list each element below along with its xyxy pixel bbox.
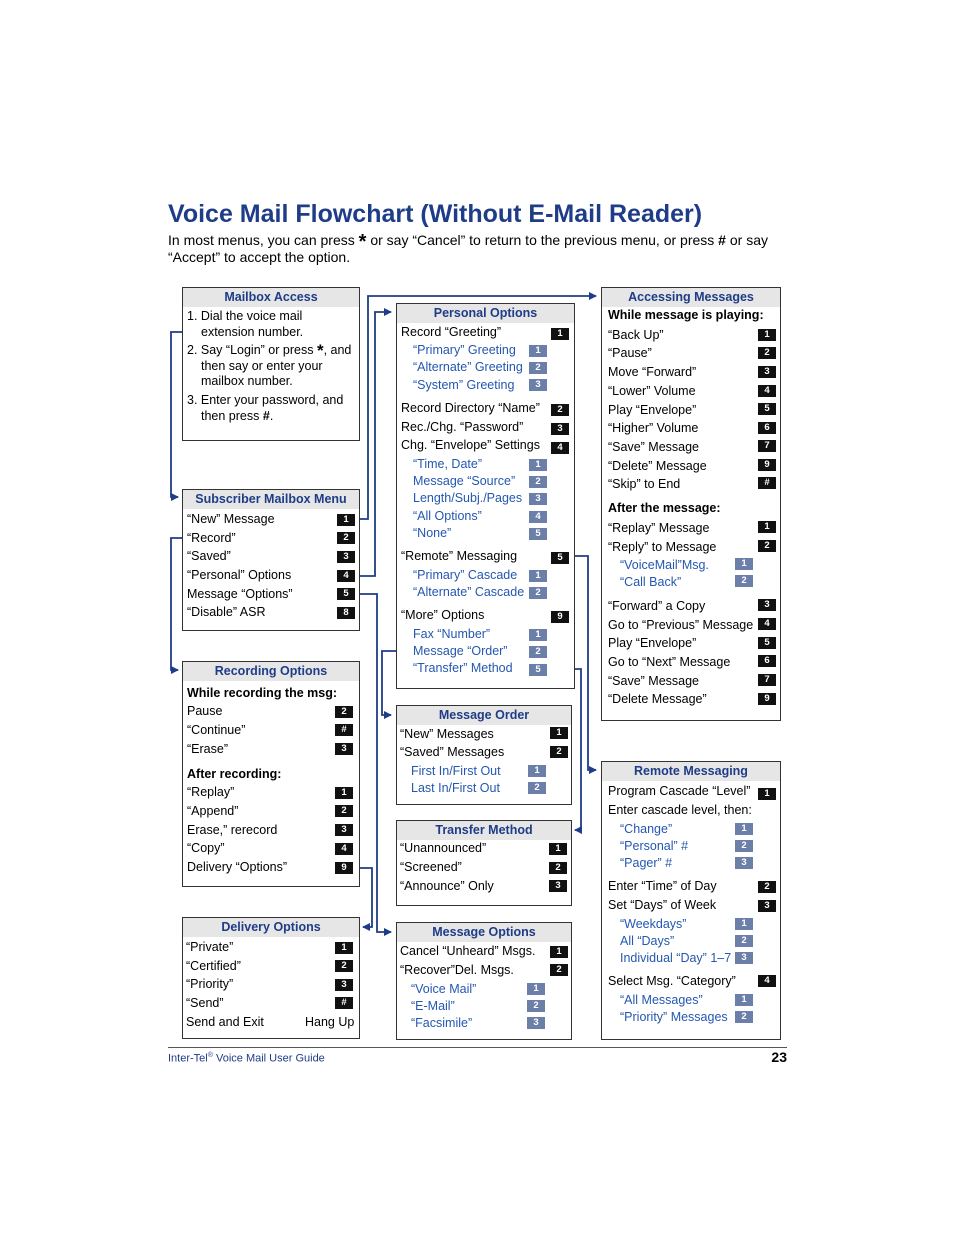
key-badge: 2	[550, 746, 568, 758]
menu-item-label: “Screened”	[400, 860, 462, 874]
menu-item-label: Message “Options”	[187, 587, 293, 601]
step-2-cont: then say or enter your	[201, 359, 323, 373]
intro-text: In most menus, you can press * or say “Cancel” to return to the previous menu, or press # or say “Accept” to accept the option.	[168, 231, 768, 265]
key-badge: 4	[337, 570, 355, 582]
menu-item-label: “Delete” Message	[608, 459, 707, 473]
submenu-item-label: All “Days”	[620, 934, 675, 948]
menu-item-value: Hang Up	[305, 1015, 355, 1029]
key-badge: 2	[735, 840, 753, 852]
key-badge: 2	[758, 347, 776, 359]
key-badge: 2	[758, 881, 776, 893]
menu-item-label: “Disable” ASR	[187, 605, 266, 619]
key-badge: 4	[529, 511, 547, 523]
delivery-options-title: Delivery Options	[183, 918, 359, 937]
key-badge: 1	[527, 983, 545, 995]
menu-item-label: “Announce” Only	[400, 879, 494, 893]
menu-item-label: Move “Forward”	[608, 365, 697, 379]
key-badge: 1	[529, 629, 547, 641]
menu-item-label: Play “Envelope”	[608, 403, 697, 417]
menu-item-label: “Replay”	[187, 785, 235, 799]
step-2-cont2: mailbox number.	[201, 374, 293, 388]
message-order-box	[396, 705, 572, 805]
key-badge: #	[335, 997, 353, 1009]
menu-item-label: “Saved”	[187, 549, 231, 563]
menu-item-label: “Back Up”	[608, 328, 664, 342]
menu-item-label: “Pause”	[608, 346, 652, 360]
menu-item-label: Set “Days” of Week	[608, 898, 717, 912]
recording-options-box	[182, 661, 360, 887]
menu-item-label: “Erase”	[187, 742, 228, 756]
step-3: 3. Enter your password, and	[187, 393, 344, 407]
submenu-item-label: Individual “Day” 1–7	[620, 951, 732, 965]
menu-item-label: “New” Message	[187, 512, 275, 526]
message-options-title: Message Options	[397, 923, 571, 942]
menu-item-label: “Save” Message	[608, 440, 700, 454]
remote-messaging-box	[601, 761, 781, 1040]
menu-item-label: Cancel “Unheard” Msgs.	[400, 944, 536, 958]
menu-item-label: Enter “Time” of Day	[608, 879, 717, 893]
menu-item-label: Chg. “Envelope” Settings	[401, 438, 540, 452]
key-badge: 1	[550, 727, 568, 739]
section-heading: While recording the msg:	[187, 686, 338, 700]
accessing-messages-box	[601, 287, 781, 721]
key-badge: 5	[529, 664, 547, 676]
key-badge: 2	[529, 362, 547, 374]
menu-item-label: Delivery “Options”	[187, 860, 288, 874]
key-badge: 3	[758, 366, 776, 378]
key-badge: 4	[758, 385, 776, 397]
menu-item-label: “Personal” Options	[187, 568, 292, 582]
menu-item-label: “Send”	[186, 996, 224, 1010]
menu-item-label: Play “Envelope”	[608, 636, 697, 650]
submenu-item-label: First In/First Out	[411, 764, 501, 778]
key-badge: 3	[335, 824, 353, 836]
key-badge: 7	[758, 674, 776, 686]
key-badge: 1	[335, 787, 353, 799]
key-badge: 3	[549, 880, 567, 892]
menu-item-label: “Forward” a Copy	[608, 599, 706, 613]
menu-item-label: “Continue”	[187, 723, 246, 737]
submenu-item-label: “Primary” Greeting	[413, 343, 516, 357]
menu-item-label: Send and Exit	[186, 1015, 264, 1029]
connector-record-to-recording	[171, 538, 182, 670]
key-badge: 2	[551, 404, 569, 416]
key-badge: 2	[529, 587, 547, 599]
menu-item-label: “Remote” Messaging	[401, 549, 518, 563]
menu-item-label: “Record”	[187, 531, 236, 545]
menu-item-label: “More” Options	[401, 608, 485, 622]
menu-item-label: Go to “Next” Message	[608, 655, 731, 669]
key-badge: 1	[337, 514, 355, 526]
key-badge: 6	[758, 422, 776, 434]
key-badge: 1	[529, 345, 547, 357]
key-badge: 3	[529, 493, 547, 505]
key-badge: 1	[529, 570, 547, 582]
submenu-item-label: Fax “Number”	[413, 627, 491, 641]
connector-options-to-msgoptions	[360, 594, 391, 932]
key-badge: 2	[735, 1011, 753, 1023]
footer-rule	[168, 1047, 787, 1048]
message-options-box	[396, 922, 572, 1040]
key-badge: 2	[529, 646, 547, 658]
submenu-item-label: Last In/First Out	[411, 781, 500, 795]
section-heading: After the message:	[608, 501, 721, 515]
submenu-item-label: “Call Back”	[620, 575, 682, 589]
footer-guide-title: Inter-Tel® Voice Mail User Guide	[168, 1052, 325, 1065]
key-badge: 1	[551, 328, 569, 340]
menu-item-label: Record Directory “Name”	[401, 401, 540, 415]
mailbox-access-box	[182, 287, 360, 441]
key-badge: 4	[551, 442, 569, 454]
transfer-method-title: Transfer Method	[397, 821, 571, 840]
key-badge: 9	[758, 693, 776, 705]
key-badge: 2	[337, 532, 355, 544]
key-badge: 2	[735, 575, 753, 587]
key-badge: 1	[735, 558, 753, 570]
menu-item-label: “Certified”	[186, 959, 241, 973]
step-1-cont: extension number.	[201, 325, 304, 339]
key-badge: 8	[337, 607, 355, 619]
key-badge: 3	[758, 599, 776, 611]
key-badge: 3	[337, 551, 355, 563]
page-title: Voice Mail Flowchart (Without E-Mail Reader)	[168, 200, 703, 228]
connector-remote-to-remote	[575, 556, 596, 770]
menu-item-label: Rec./Chg. “Password”	[401, 420, 524, 434]
key-badge: 5	[529, 528, 547, 540]
menu-item-label: Program Cascade “Level”	[608, 784, 751, 798]
key-badge: 2	[758, 540, 776, 552]
submenu-item-label: “Change”	[620, 822, 673, 836]
key-badge: 2	[550, 964, 568, 976]
menu-item-label: “Private”	[186, 940, 234, 954]
key-badge: 3	[529, 379, 547, 391]
key-badge: 3	[735, 952, 753, 964]
submenu-item-label: “Priority” Messages	[620, 1010, 728, 1024]
connector-personal-to-personal	[360, 312, 391, 576]
submenu-item-label: “Personal” #	[620, 839, 689, 853]
submenu-item-label: “Weekdays”	[620, 917, 687, 931]
key-badge: 5	[551, 552, 569, 564]
menu-item-label: “Save” Message	[608, 674, 700, 688]
connector-delivery-to-delivery	[360, 868, 372, 927]
submenu-item-label: Message “Source”	[413, 474, 516, 488]
submenu-item-label: “Time, Date”	[413, 457, 482, 471]
key-badge: 4	[335, 843, 353, 855]
submenu-item-label: “Alternate” Cascade	[413, 585, 525, 599]
key-badge: 3	[335, 743, 353, 755]
step-3-cont: then press #.	[201, 409, 274, 423]
key-badge: 2	[335, 706, 353, 718]
menu-item-label: “Reply” to Message	[608, 540, 717, 554]
menu-item-label: “Recover”Del. Msgs.	[400, 963, 514, 977]
key-badge: 6	[758, 655, 776, 667]
recording-options-title: Recording Options	[183, 662, 359, 681]
key-badge: 9	[335, 862, 353, 874]
key-badge: 2	[335, 805, 353, 817]
key-badge: 3	[735, 857, 753, 869]
submenu-item-label: “Transfer” Method	[413, 661, 513, 675]
menu-item-label: “Append”	[187, 804, 239, 818]
key-badge: 1	[758, 329, 776, 341]
key-badge: #	[758, 477, 776, 489]
section-heading: While message is playing:	[608, 308, 764, 322]
connector-login-to-subscriber	[171, 332, 182, 497]
menu-item-label: “Saved” Messages	[400, 745, 505, 759]
key-badge: 2	[549, 862, 567, 874]
key-badge: 9	[758, 459, 776, 471]
key-badge: 1	[758, 788, 776, 800]
subscriber-menu-box	[182, 489, 360, 631]
menu-item-label: “Unannounced”	[400, 841, 487, 855]
key-badge: 1	[735, 918, 753, 930]
menu-item-label: “Lower” Volume	[608, 384, 696, 398]
personal-options-title: Personal Options	[397, 304, 574, 323]
key-badge: 5	[337, 588, 355, 600]
key-badge: #	[335, 724, 353, 736]
submenu-item-label: “Primary” Cascade	[413, 568, 518, 582]
submenu-item-label: “All Options”	[413, 509, 482, 523]
menu-item-label: Select Msg. “Category”	[608, 974, 736, 988]
key-badge: 1	[528, 765, 546, 777]
menu-item-label: “Priority”	[186, 977, 234, 991]
key-badge: 3	[758, 900, 776, 912]
menu-item-label: “Replay” Message	[608, 521, 710, 535]
step-1: 1. Dial the voice mail	[187, 309, 303, 323]
step-2: 2. Say “Login” or press *, and	[187, 341, 352, 360]
section-heading: After recording:	[187, 767, 282, 781]
menu-item-label: “Higher” Volume	[608, 421, 699, 435]
remote-messaging-title: Remote Messaging	[602, 762, 780, 781]
key-badge: 1	[335, 942, 353, 954]
menu-item-label: Enter cascade level, then:	[608, 803, 752, 817]
menu-item-label: “New” Messages	[400, 727, 494, 741]
key-badge: 2	[528, 782, 546, 794]
mailbox-access-title: Mailbox Access	[183, 288, 359, 307]
key-badge: 1	[735, 823, 753, 835]
submenu-item-label: “Alternate” Greeting	[413, 360, 523, 374]
key-badge: 3	[335, 979, 353, 991]
menu-item-label: Erase,” rerecord	[187, 823, 278, 837]
key-badge: 4	[758, 618, 776, 630]
submenu-item-label: Message “Order”	[413, 644, 508, 658]
menu-item-label: “Skip” to End	[608, 477, 681, 491]
key-badge: 2	[529, 476, 547, 488]
personal-options-box	[396, 303, 575, 689]
key-badge: 9	[551, 611, 569, 623]
menu-item-label: “Copy”	[187, 841, 225, 855]
key-badge: 1	[529, 459, 547, 471]
submenu-item-label: “E-Mail”	[411, 999, 455, 1013]
submenu-item-label: “Voice Mail”	[411, 982, 477, 996]
page-number: 23	[771, 1049, 787, 1065]
key-badge: 2	[735, 935, 753, 947]
key-badge: 2	[335, 960, 353, 972]
submenu-item-label: “VoiceMail”Msg.	[620, 558, 709, 572]
key-badge: 1	[550, 946, 568, 958]
submenu-item-label: “Pager” #	[620, 856, 673, 870]
key-badge: 3	[527, 1017, 545, 1029]
key-badge: 3	[551, 423, 569, 435]
key-badge: 1	[549, 843, 567, 855]
menu-item-label: Go to “Previous” Message	[608, 618, 754, 632]
key-badge: 4	[758, 975, 776, 987]
accessing-messages-title: Accessing Messages	[602, 288, 780, 307]
key-badge: 1	[758, 521, 776, 533]
key-badge: 7	[758, 440, 776, 452]
menu-item-label: “Delete Message”	[608, 692, 707, 706]
message-order-title: Message Order	[397, 706, 571, 725]
key-badge: 2	[527, 1000, 545, 1012]
submenu-item-label: “All Messages”	[620, 993, 703, 1007]
key-badge: 5	[758, 637, 776, 649]
submenu-item-label: “System” Greeting	[413, 378, 515, 392]
subscriber-menu-title: Subscriber Mailbox Menu	[183, 490, 359, 509]
delivery-options-box	[182, 917, 360, 1039]
submenu-item-label: Length/Subj./Pages	[413, 491, 523, 505]
submenu-item-label: “Facsimile”	[411, 1016, 473, 1030]
key-badge: 5	[758, 403, 776, 415]
menu-item-label: Record “Greeting”	[401, 325, 502, 339]
transfer-method-box	[396, 820, 572, 906]
menu-item-label: Pause	[187, 704, 223, 718]
submenu-item-label: “None”	[413, 526, 452, 540]
key-badge: 1	[735, 994, 753, 1006]
